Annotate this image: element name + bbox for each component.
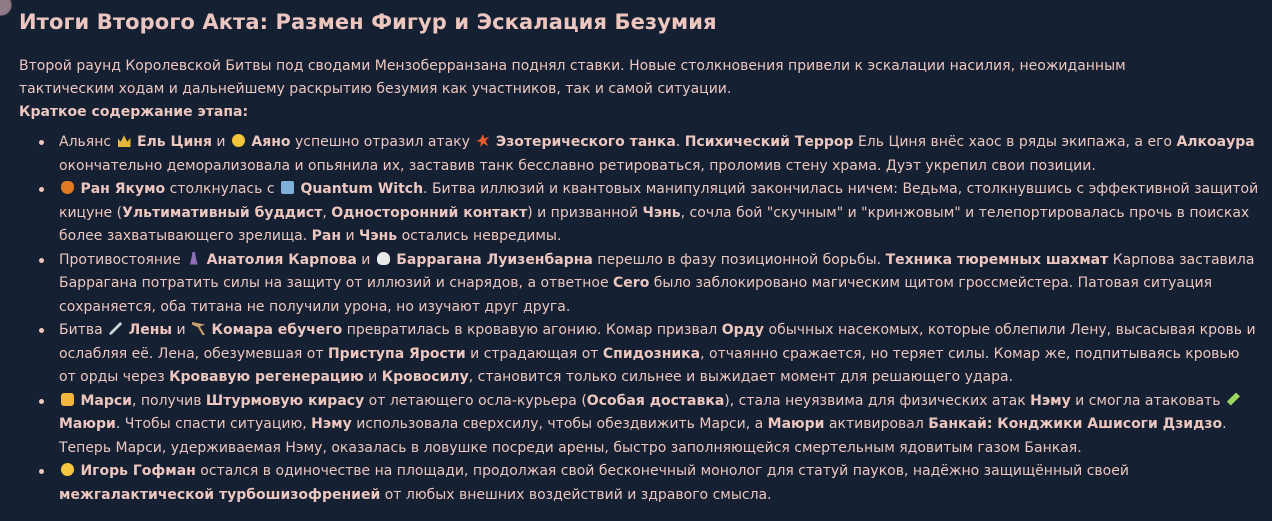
event-text: и [356,251,375,268]
event-item [39,249,1259,320]
event-text: Ель Циня внёс хаос в ряды экипажа, а его [853,134,1177,150]
events-list [19,131,1259,507]
event-text: , отчаянно сражается, но теряет силы. Комар же, подпитываясь кровью от орды через [59,345,1240,385]
bold-name: Маюри [59,416,116,432]
event-item [39,131,1259,178]
bold-name: Психический Террор [684,134,854,150]
event-text: остался в одиночестве на площади, продолжая свой бесконечный монолог для статуй пауков, надёжно защищённый своей [195,463,1129,479]
crazy-face-icon [61,463,74,476]
event-text: . Теперь Марси, удерживаемая Нэму, оказалась в ловушке посреди арены, быстро заполняющейся смертельным ядовитым газом Банкая. [59,416,1227,456]
bold-name: Банкай: Конджики Ашисоги Дзидзо [928,416,1223,432]
bold-name: Кровавую регенерацию [169,369,364,385]
event-text: использовала сверхсилу, чтобы обездвижить Марси, а [351,416,768,432]
event-text: , сочла бой "скучным" и "кринжовым" и телепортировалась прочь в поисках более захватывающего зрелища. [59,204,1250,244]
bold-name: Приступа Ярости [327,345,466,362]
event-text: и [172,322,191,338]
bold-name: Техника тюремных шахмат [885,251,1109,268]
summary-heading: Краткое содержание этапа: [19,104,249,120]
event-text: активировал [824,416,929,432]
bold-name: Алкоаура [1176,134,1255,150]
bullet-icon [39,258,44,263]
event-text: , получив [131,392,206,409]
knife-icon [109,322,122,335]
bold-name: Cero [613,275,650,291]
event-item [39,319,1259,390]
bold-name: Чэнь [642,204,681,221]
laptop-icon [281,181,294,194]
message-content [19,0,1259,507]
event-text: перешло в фазу позиционной борьбы. [592,251,886,268]
event-text: Карпова заставила Баррагана потратить силы на защиту от иллюзий и снарядов, а ответное [59,251,1255,291]
page-title: Итоги Второго Акта: Размен Фигур и Эскалация Безумия [19,10,717,34]
bullet-icon [39,187,44,192]
bold-name: Марси [80,392,132,409]
bullet-icon [39,399,44,404]
bullet-icon [39,469,44,474]
event-item [39,460,1259,507]
crown-icon [118,134,131,147]
event-text: . Битва иллюзий и квантовых манипуляций закончилась ничем: Ведьма, столкнувшись с эффективной защитой кицуне ( [59,181,1259,221]
event-text: было заблокировано магическим щитом гроссмейстера. Патовая ситуация сохраняется, оба титана не получили урона, но изучают друг друга. [59,275,1213,315]
bold-name: Quantum Witch [300,181,424,197]
fist-icon [61,393,74,406]
event-item [39,390,1259,461]
event-text: Битва [59,322,108,338]
event-text: остались невредимы. [397,228,562,244]
event-text: , [322,204,332,221]
avatar [0,0,12,16]
bold-name: Нэму [1030,392,1071,409]
bold-name: Эзотерического танка [495,134,676,150]
bold-name: Односторонний контакт [331,204,528,221]
bold-name: Ультимативный буддист [122,204,323,221]
fox-icon [61,181,74,194]
event-text: Противостояние [59,251,186,268]
bold-name: Нэму [311,416,352,432]
event-item [39,178,1259,249]
test-tube-icon [1227,393,1240,406]
bold-name: Особая доставка [586,392,725,409]
event-text: и [341,228,360,244]
bold-name: Баррагана Луизенбарна [396,251,593,268]
event-text: . Чтобы спасти ситуацию, [115,416,312,432]
event-text: от любых внешних воздействий и здравого смысла. [380,486,772,503]
event-text: ), стала неуязвима для физических атак [724,392,1031,409]
bold-name: Кровосилу [381,369,469,385]
bold-name: Маюри [767,416,825,432]
event-text: окончательно деморализовала и опьянила их, заставив танк бесславно ретироваться, проломив стену храма. Дуэт укрепил свои позиции. [59,157,1096,174]
bold-name: Ран Якумо [80,181,166,197]
bold-name: межгалактической турбошизофренией [59,486,381,503]
bold-name: Орду [721,322,765,338]
event-text: от летающего осла-курьера ( [364,392,587,409]
bullet-icon [39,140,44,145]
intro-paragraph: Второй раунд Королевской Битвы под сводами Мензоберранзана поднял ставки. Новые столкновения привели к эскалации насилия, неожиданным тактическим ходам и дальнейшему раскрытию безумия как участников, так и самой ситуации. [19,58,1126,97]
bold-name: Ран [311,228,342,244]
bold-name: Игорь Гофман [80,463,196,479]
bold-name: Анатолия Карпова [206,251,357,268]
event-text: ) и призванной [527,204,643,221]
chess-pawn-icon [187,252,200,265]
event-text: . [675,134,685,150]
event-text: и [363,369,382,385]
event-text: превратилась в кровавую агонию. Комар призвал [342,322,722,338]
bold-name: Спидозника [602,345,701,362]
smile-icon [232,134,245,147]
event-text: обычных насекомых, которые облепили Лену, высасывая кровь и ослабляя её. Лена, обезумевшая от [59,322,1256,362]
event-text: и страдающая от [465,345,603,362]
skull-icon [377,252,390,265]
bold-name: Аяно [251,134,291,150]
event-text: столкнулась с [165,181,279,197]
bold-name: Комара ебучего [211,322,343,338]
bold-name: Штурмовую кирасу [205,392,365,409]
event-text: и [211,134,230,150]
pick-icon [192,322,205,335]
explosion-icon [476,134,489,147]
bold-name: Лены [128,322,173,338]
event-text: , становится только сильнее и выжидает момент для решающего удара. [468,369,1014,385]
event-text: успешно отразил атаку [290,134,475,150]
event-text: и смогла атаковать [1070,392,1225,409]
bullet-icon [39,328,44,333]
bold-name: Чэнь [359,228,398,244]
bold-name: Ель Циня [136,134,212,150]
event-text: Альянс [59,134,116,150]
